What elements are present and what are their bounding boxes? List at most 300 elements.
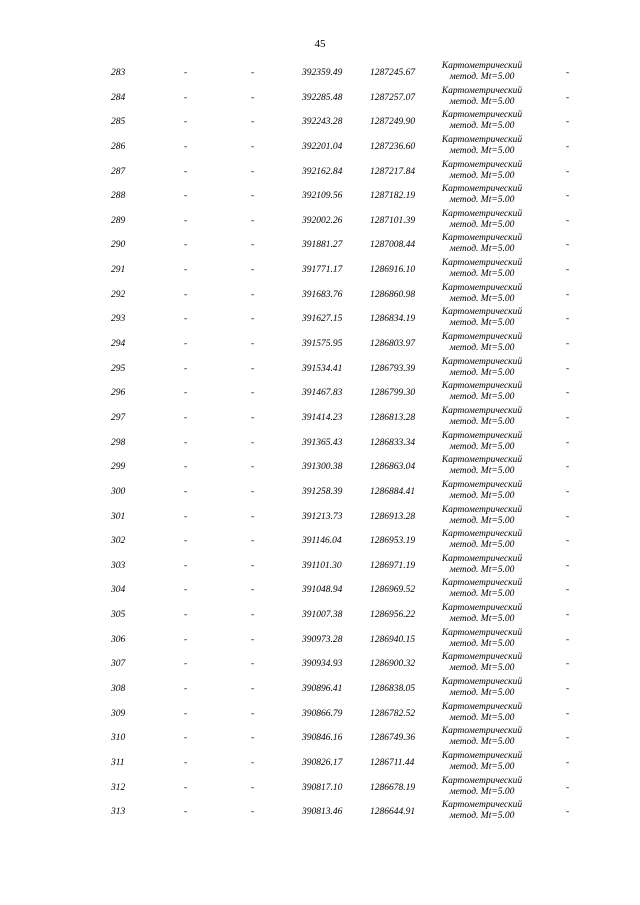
- method-line-1: Картометрический: [441, 603, 523, 614]
- method-line-1: Картометрический: [441, 85, 523, 96]
- dash-cell-2: -: [251, 462, 255, 473]
- dash-cell-2: -: [251, 511, 255, 522]
- point-number: 291: [111, 265, 126, 276]
- dash-cell-2: -: [251, 412, 255, 423]
- y-coordinate: 1287249.90: [370, 117, 416, 128]
- method-line-1: Картометрический: [441, 208, 523, 219]
- dash-cell-2: -: [251, 708, 255, 719]
- y-coordinate: 1286833.34: [370, 437, 416, 448]
- y-coordinate: 1286953.19: [370, 536, 416, 547]
- table-row: [0, 554, 640, 579]
- method-description: [427, 160, 537, 182]
- y-coordinate: 1287245.67: [370, 68, 416, 78]
- method-description: [427, 283, 537, 305]
- dash-cell-last: -: [566, 560, 570, 571]
- dash-cell-last: -: [566, 437, 570, 448]
- x-coordinate: 391146.04: [302, 536, 342, 547]
- table-row: [0, 677, 640, 702]
- method-description: [427, 726, 537, 748]
- method-line-1: Картометрический: [441, 184, 523, 195]
- dash-cell-2: -: [251, 314, 255, 325]
- dash-cell-last: -: [566, 462, 570, 473]
- dash-cell-last: -: [566, 289, 570, 300]
- method-line-2: метод. Mt=5.00: [449, 688, 515, 699]
- dash-cell-last: -: [566, 363, 570, 374]
- x-coordinate: 391007.38: [302, 610, 343, 621]
- method-description: [427, 529, 537, 551]
- y-coordinate: 1286900.32: [370, 659, 416, 670]
- dash-cell-2: -: [251, 757, 255, 768]
- method-description: [427, 554, 537, 576]
- dash-cell-last: -: [566, 733, 570, 744]
- method-description: [427, 332, 537, 354]
- dash-cell-2: -: [251, 265, 255, 276]
- dash-cell-1: -: [184, 141, 188, 152]
- y-coordinate: 1287236.60: [370, 141, 416, 152]
- method-line-2: метод. Mt=5.00: [449, 466, 515, 477]
- dash-cell-1: -: [184, 511, 188, 522]
- table-row: [0, 726, 640, 751]
- method-line-1: Картометрический: [441, 233, 523, 244]
- dash-cell-2: -: [251, 634, 255, 645]
- method-line-2: метод. Mt=5.00: [449, 564, 515, 575]
- method-line-1: Картометрический: [441, 578, 523, 589]
- method-description: [427, 800, 537, 822]
- dash-cell-2: -: [251, 684, 255, 695]
- dash-cell-2: -: [251, 141, 255, 152]
- dash-cell-1: -: [184, 560, 188, 571]
- dash-cell-last: -: [566, 412, 570, 423]
- x-coordinate: 390973.28: [302, 634, 343, 645]
- y-coordinate: 1286678.19: [370, 782, 416, 793]
- dash-cell-1: -: [184, 437, 188, 448]
- method-line-1: Картометрический: [441, 504, 523, 515]
- dash-cell-last: -: [566, 117, 570, 128]
- y-coordinate: 1286644.91: [370, 807, 416, 818]
- table-row: [0, 603, 640, 628]
- dash-cell-1: -: [184, 68, 188, 78]
- point-number: 309: [111, 708, 126, 719]
- x-coordinate: 390826.17: [302, 757, 343, 768]
- dash-cell-2: -: [251, 388, 255, 399]
- dash-cell-2: -: [251, 339, 255, 350]
- method-line-1: Картометрический: [441, 479, 523, 490]
- method-line-1: Картометрический: [441, 800, 523, 811]
- table-row: [0, 751, 640, 776]
- method-line-2: метод. Mt=5.00: [449, 786, 515, 797]
- dash-cell-last: -: [566, 634, 570, 645]
- method-line-1: Картометрический: [441, 726, 523, 737]
- dash-cell-last: -: [566, 240, 570, 251]
- point-number: 299: [111, 462, 126, 473]
- method-line-2: метод. Mt=5.00: [449, 170, 515, 181]
- dash-cell-1: -: [184, 339, 188, 350]
- table-row: [0, 258, 640, 283]
- method-line-2: метод. Mt=5.00: [449, 490, 515, 501]
- point-number: 311: [111, 757, 125, 768]
- method-description: [427, 480, 537, 502]
- dash-cell-2: -: [251, 240, 255, 251]
- dash-cell-1: -: [184, 314, 188, 325]
- table-row: [0, 628, 640, 653]
- table-row: [0, 160, 640, 185]
- dash-cell-last: -: [566, 782, 570, 793]
- x-coordinate: 391467.83: [302, 388, 343, 399]
- dash-cell-2: -: [251, 363, 255, 374]
- method-description: [427, 110, 537, 132]
- dash-cell-2: -: [251, 807, 255, 818]
- dash-cell-2: -: [251, 782, 255, 793]
- coordinates-table: [0, 61, 640, 825]
- table-row: [0, 184, 640, 209]
- table-row: [0, 209, 640, 234]
- method-line-1: Картометрический: [441, 258, 523, 269]
- method-line-1: Картометрический: [441, 356, 523, 367]
- method-line-2: метод. Mt=5.00: [449, 441, 515, 452]
- y-coordinate: 1287257.07: [370, 92, 416, 103]
- point-number: 294: [111, 339, 126, 350]
- method-line-2: метод. Mt=5.00: [449, 589, 515, 600]
- dash-cell-2: -: [251, 289, 255, 300]
- dash-cell-last: -: [566, 339, 570, 350]
- method-description: [427, 184, 537, 206]
- method-description: [427, 751, 537, 773]
- x-coordinate: 392002.26: [302, 215, 343, 226]
- table-row: [0, 332, 640, 357]
- method-description: [427, 505, 537, 527]
- method-description: [427, 677, 537, 699]
- table-row: [0, 61, 640, 86]
- method-line-1: Картометрический: [441, 701, 523, 712]
- method-line-2: метод. Mt=5.00: [449, 195, 515, 206]
- method-description: [427, 61, 537, 83]
- y-coordinate: 1286838.05: [370, 684, 416, 695]
- dash-cell-last: -: [566, 486, 570, 497]
- point-number: 312: [111, 782, 126, 793]
- method-line-1: Картометрический: [441, 61, 523, 71]
- x-coordinate: 392359.49: [302, 68, 343, 78]
- x-coordinate: 392243.28: [302, 117, 343, 128]
- method-description: [427, 307, 537, 329]
- y-coordinate: 1287101.39: [370, 215, 416, 226]
- dash-cell-1: -: [184, 733, 188, 744]
- dash-cell-1: -: [184, 659, 188, 670]
- x-coordinate: 391534.41: [302, 363, 343, 374]
- point-number: 304: [111, 585, 126, 596]
- point-number: 302: [111, 536, 126, 547]
- dash-cell-1: -: [184, 610, 188, 621]
- x-coordinate: 390866.79: [302, 708, 343, 719]
- x-coordinate: 391365.43: [302, 437, 343, 448]
- method-line-1: Картометрический: [441, 627, 523, 638]
- dash-cell-1: -: [184, 807, 188, 818]
- y-coordinate: 1286884.41: [370, 486, 416, 497]
- dash-cell-1: -: [184, 117, 188, 128]
- method-line-2: метод. Mt=5.00: [449, 614, 515, 625]
- method-line-2: метод. Mt=5.00: [449, 392, 515, 403]
- point-number: 301: [111, 511, 126, 522]
- method-line-2: метод. Mt=5.00: [449, 269, 515, 280]
- page-number: 45: [314, 38, 326, 50]
- x-coordinate: 391881.27: [302, 240, 343, 251]
- dash-cell-last: -: [566, 265, 570, 276]
- dash-cell-1: -: [184, 388, 188, 399]
- x-coordinate: 391300.38: [302, 462, 343, 473]
- dash-cell-1: -: [184, 215, 188, 226]
- method-line-1: Картометрический: [441, 430, 523, 441]
- y-coordinate: 1286834.19: [370, 314, 416, 325]
- point-number: 293: [111, 314, 126, 325]
- dash-cell-last: -: [566, 659, 570, 670]
- point-number: 287: [111, 166, 126, 177]
- table-row: [0, 381, 640, 406]
- y-coordinate: 1286863.04: [370, 462, 416, 473]
- point-number: 303: [111, 560, 126, 571]
- method-line-1: Картометрический: [441, 529, 523, 540]
- dash-cell-last: -: [566, 314, 570, 325]
- dash-cell-last: -: [566, 684, 570, 695]
- y-coordinate: 1286782.52: [370, 708, 416, 719]
- y-coordinate: 1287217.84: [370, 166, 416, 177]
- table-row: [0, 505, 640, 530]
- dash-cell-2: -: [251, 486, 255, 497]
- x-coordinate: 390813.46: [302, 807, 343, 818]
- dash-cell-1: -: [184, 585, 188, 596]
- method-line-2: метод. Mt=5.00: [449, 638, 515, 649]
- point-number: 307: [111, 659, 126, 670]
- x-coordinate: 391101.30: [302, 560, 342, 571]
- method-line-2: метод. Mt=5.00: [449, 367, 515, 378]
- dash-cell-last: -: [566, 708, 570, 719]
- point-number: 308: [111, 684, 126, 695]
- dash-cell-1: -: [184, 757, 188, 768]
- dash-cell-last: -: [566, 757, 570, 768]
- dash-cell-2: -: [251, 733, 255, 744]
- dash-cell-last: -: [566, 388, 570, 399]
- dash-cell-1: -: [184, 289, 188, 300]
- point-number: 306: [111, 634, 126, 645]
- method-line-1: Картометрический: [441, 282, 523, 293]
- method-line-2: метод. Mt=5.00: [449, 540, 515, 551]
- dash-cell-2: -: [251, 191, 255, 202]
- method-description: [427, 135, 537, 157]
- dash-cell-1: -: [184, 92, 188, 103]
- x-coordinate: 390934.93: [302, 659, 343, 670]
- method-line-2: метод. Mt=5.00: [449, 72, 515, 82]
- dash-cell-last: -: [566, 141, 570, 152]
- x-coordinate: 392201.04: [302, 141, 343, 152]
- table-row: [0, 480, 640, 505]
- x-coordinate: 391627.15: [302, 314, 343, 325]
- point-number: 297: [111, 412, 126, 423]
- dash-cell-last: -: [566, 536, 570, 547]
- dash-cell-1: -: [184, 240, 188, 251]
- point-number: 305: [111, 610, 126, 621]
- method-description: [427, 776, 537, 798]
- y-coordinate: 1287008.44: [370, 240, 416, 251]
- y-coordinate: 1286711.44: [370, 757, 415, 768]
- dash-cell-last: -: [566, 807, 570, 818]
- dash-cell-last: -: [566, 511, 570, 522]
- y-coordinate: 1286971.19: [370, 560, 416, 571]
- table-row: [0, 307, 640, 332]
- dash-cell-last: -: [566, 585, 570, 596]
- method-line-2: метод. Mt=5.00: [449, 219, 515, 230]
- dash-cell-2: -: [251, 117, 255, 128]
- point-number: 284: [111, 92, 126, 103]
- dash-cell-1: -: [184, 684, 188, 695]
- method-description: [427, 702, 537, 724]
- x-coordinate: 391258.39: [302, 486, 343, 497]
- point-number: 298: [111, 437, 126, 448]
- method-line-2: метод. Mt=5.00: [449, 121, 515, 132]
- x-coordinate: 390896.41: [302, 684, 343, 695]
- dash-cell-2: -: [251, 437, 255, 448]
- method-line-1: Картометрический: [441, 750, 523, 761]
- method-line-2: метод. Mt=5.00: [449, 712, 515, 723]
- method-description: [427, 357, 537, 379]
- x-coordinate: 390846.16: [302, 733, 343, 744]
- point-number: 296: [111, 388, 126, 399]
- point-number: 295: [111, 363, 126, 374]
- method-line-1: Картометрический: [441, 134, 523, 145]
- x-coordinate: 391771.17: [302, 265, 343, 276]
- method-line-2: метод. Mt=5.00: [449, 737, 515, 748]
- method-line-1: Картометрический: [441, 553, 523, 564]
- dash-cell-1: -: [184, 486, 188, 497]
- method-description: [427, 628, 537, 650]
- method-line-2: метод. Mt=5.00: [449, 811, 515, 822]
- table-row: [0, 110, 640, 135]
- dash-cell-last: -: [566, 215, 570, 226]
- point-number: 300: [111, 486, 126, 497]
- y-coordinate: 1286969.52: [370, 585, 416, 596]
- method-description: [427, 381, 537, 403]
- dash-cell-1: -: [184, 782, 188, 793]
- table-row: [0, 455, 640, 480]
- table-row: [0, 702, 640, 727]
- dash-cell-last: -: [566, 92, 570, 103]
- dash-cell-1: -: [184, 363, 188, 374]
- table-row: [0, 529, 640, 554]
- method-description: [427, 455, 537, 477]
- dash-cell-1: -: [184, 708, 188, 719]
- x-coordinate: 391414.23: [302, 412, 343, 423]
- y-coordinate: 1286940.15: [370, 634, 416, 645]
- x-coordinate: 392162.84: [302, 166, 343, 177]
- point-number: 286: [111, 141, 126, 152]
- method-line-2: метод. Mt=5.00: [449, 663, 515, 674]
- dash-cell-1: -: [184, 462, 188, 473]
- method-line-2: метод. Mt=5.00: [449, 318, 515, 329]
- method-description: [427, 209, 537, 231]
- method-description: [427, 86, 537, 108]
- dash-cell-2: -: [251, 92, 255, 103]
- table-row: [0, 431, 640, 456]
- x-coordinate: 391048.94: [302, 585, 343, 596]
- dash-cell-2: -: [251, 610, 255, 621]
- method-line-2: метод. Mt=5.00: [449, 293, 515, 304]
- y-coordinate: 1286860.98: [370, 289, 416, 300]
- method-line-1: Картометрический: [441, 652, 523, 663]
- y-coordinate: 1286793.39: [370, 363, 416, 374]
- dash-cell-1: -: [184, 536, 188, 547]
- method-line-1: Картометрический: [441, 159, 523, 170]
- point-number: 283: [111, 68, 126, 78]
- dash-cell-2: -: [251, 68, 255, 78]
- table-row: [0, 406, 640, 431]
- dash-cell-2: -: [251, 215, 255, 226]
- table-row: [0, 233, 640, 258]
- x-coordinate: 391683.76: [302, 289, 343, 300]
- dash-cell-2: -: [251, 585, 255, 596]
- method-line-2: метод. Mt=5.00: [449, 244, 515, 255]
- y-coordinate: 1286749.36: [370, 733, 416, 744]
- method-description: [427, 431, 537, 453]
- table-row: [0, 652, 640, 677]
- y-coordinate: 1286916.10: [370, 265, 416, 276]
- method-line-2: метод. Mt=5.00: [449, 96, 515, 107]
- method-description: [427, 406, 537, 428]
- y-coordinate: 1286913.28: [370, 511, 416, 522]
- method-description: [427, 258, 537, 280]
- method-description: [427, 603, 537, 625]
- method-description: [427, 652, 537, 674]
- method-description: [427, 233, 537, 255]
- y-coordinate: 1286799.30: [370, 388, 416, 399]
- dash-cell-last: -: [566, 191, 570, 202]
- point-number: 310: [111, 733, 126, 744]
- table-row: [0, 357, 640, 382]
- point-number: 292: [111, 289, 126, 300]
- dash-cell-2: -: [251, 536, 255, 547]
- table-row: [0, 283, 640, 308]
- method-description: [427, 578, 537, 600]
- x-coordinate: 392285.48: [302, 92, 343, 103]
- method-line-2: метод. Mt=5.00: [449, 515, 515, 526]
- point-number: 285: [111, 117, 126, 128]
- method-line-1: Картометрический: [441, 405, 523, 416]
- dash-cell-1: -: [184, 265, 188, 276]
- point-number: 313: [111, 807, 126, 818]
- method-line-1: Картометрический: [441, 455, 523, 466]
- method-line-2: метод. Mt=5.00: [449, 416, 515, 427]
- x-coordinate: 392109.56: [302, 191, 343, 202]
- method-line-2: метод. Mt=5.00: [449, 761, 515, 772]
- point-number: 288: [111, 191, 126, 202]
- dash-cell-1: -: [184, 191, 188, 202]
- x-coordinate: 390817.10: [302, 782, 343, 793]
- dash-cell-2: -: [251, 560, 255, 571]
- dash-cell-1: -: [184, 166, 188, 177]
- table-row: [0, 800, 640, 825]
- method-line-1: Картометрический: [441, 307, 523, 318]
- method-line-1: Картометрический: [441, 381, 523, 392]
- dash-cell-2: -: [251, 166, 255, 177]
- x-coordinate: 391575.95: [302, 339, 343, 350]
- table-row: [0, 135, 640, 160]
- method-line-2: метод. Mt=5.00: [449, 343, 515, 354]
- dash-cell-2: -: [251, 659, 255, 670]
- dash-cell-1: -: [184, 634, 188, 645]
- dash-cell-last: -: [566, 166, 570, 177]
- table-row: [0, 578, 640, 603]
- dash-cell-1: -: [184, 412, 188, 423]
- method-line-2: метод. Mt=5.00: [449, 145, 515, 156]
- y-coordinate: 1286813.28: [370, 412, 416, 423]
- table-row: [0, 776, 640, 801]
- y-coordinate: 1286956.22: [370, 610, 416, 621]
